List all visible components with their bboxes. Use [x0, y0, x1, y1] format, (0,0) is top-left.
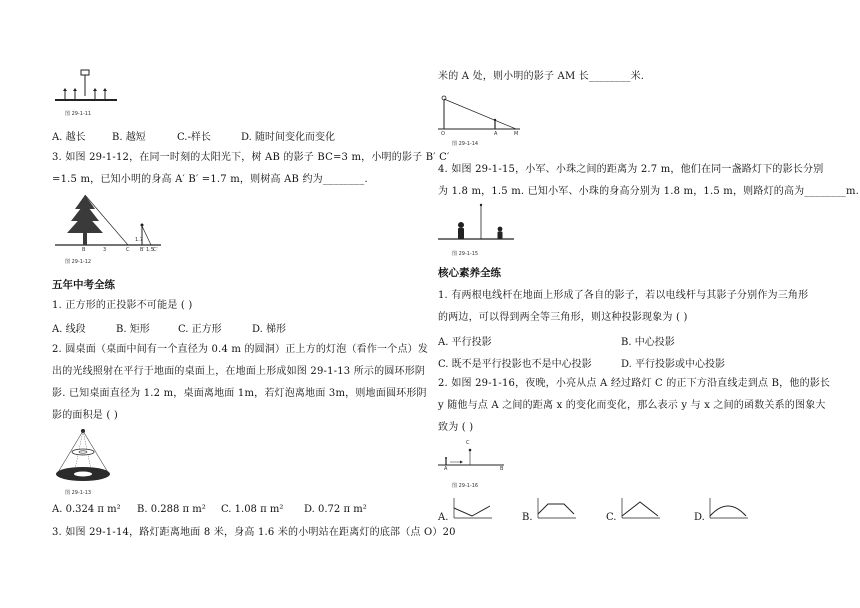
fig-12-label-b-prime: B′ — [140, 247, 145, 253]
figure-29-1-15 — [438, 203, 518, 245]
graph-option-b-label: B. — [522, 512, 533, 523]
fig-12-label-c-prime: C′ — [153, 247, 158, 253]
question-3-text-cont: =1.5 m，已知小明的身高 A′ B′ =1.7 m，则树高 AB 约为________. — [52, 174, 368, 185]
fig-12-label-1-5: 1.5 — [146, 247, 154, 253]
core-question-2-line-1: 2. 如图 29-1-16，夜晚，小亮从点 A 经过路灯 C 的正下方沿直线走到点 B，他的影长 — [438, 378, 831, 389]
fig-12-label-c: C — [126, 247, 130, 253]
fig-14-label-m: M — [514, 131, 519, 137]
figure-29-1-16 — [438, 443, 508, 473]
question-4-line-2: 为 1.8 m，1.5 m. 已知小军、小珠的身高分别为 1.8 m，1.5 m，则路灯的高为________m. — [438, 186, 860, 197]
figure-29-1-14-caption: 图 29-1-14 — [452, 141, 479, 147]
core-question-1-line-2: 的两边，可以得到两全等三角形，则这种投影现象为 ( ) — [438, 312, 688, 323]
figure-29-1-14 — [438, 93, 523, 139]
question-2-line-4: 影的面积是 ( ) — [52, 410, 118, 421]
question-1-text: 1. 正方形的正投影不可能是 ( ) — [52, 300, 193, 311]
fig-12-label-b: B — [82, 247, 86, 253]
q2-option-c: C. 1.08 π m² — [221, 504, 284, 515]
figure-29-1-16-caption: 图 29-1-16 — [452, 483, 479, 489]
question-2-line-3: 影. 已知桌面直径为 1.2 m，桌面离地面 1m，若灯泡离地面 3m，则地面圆环形阴 — [52, 388, 427, 399]
graph-option-d — [708, 496, 750, 522]
question-3-text: 3. 如图 29-1-12，在同一时刻的太阳光下，树 AB 的影子 BC=3 m，小明的影子 B′ C′ — [52, 152, 450, 163]
fig-12-label-1-7: 1.7 — [135, 237, 143, 243]
fig-16-label-a: A — [444, 466, 448, 472]
fig-16-label-b: B — [500, 466, 504, 472]
fig-14-label-a: A — [494, 131, 498, 137]
question-2-line-2: 出的光线照射在平行于地面的桌面上，在地面上形成如图 29-1-13 所示的圆环形阴 — [52, 366, 426, 377]
option-a: A. 越长 — [52, 132, 86, 143]
graph-option-c-label: C. — [606, 512, 617, 523]
question-3b-line-1: 3. 如图 29-1-14，路灯距离地面 8 米，身高 1.6 米的小明站在距离灯的底部（点 O）20 — [52, 527, 456, 538]
section-title-five-year: 五年中考全练 — [52, 279, 115, 291]
core-question-2-line-3: 致为 ( ) — [438, 422, 474, 433]
q1-option-a: A. 线段 — [52, 324, 86, 335]
figure-29-1-13 — [55, 428, 115, 488]
graph-option-a-label: A. — [438, 512, 449, 523]
figure-29-1-11-caption: 图 29-1-11 — [65, 111, 92, 117]
option-d: D. 随时间变化而变化 — [241, 132, 336, 143]
fig-16-label-c: C — [466, 440, 470, 446]
q1-option-b: B. 矩形 — [116, 324, 150, 335]
core-q1-option-b: B. 中心投影 — [621, 337, 675, 348]
core-q1-option-d: D. 平行投影或中心投影 — [621, 359, 726, 370]
question-2-line-1: 2. 圆桌面（桌面中间有一个直径为 0.4 m 的圆洞）正上方的灯泡（看作一个点）发 — [52, 344, 429, 355]
figure-29-1-12 — [55, 193, 165, 253]
core-q1-option-a: A. 平行投影 — [438, 337, 492, 348]
question-3b-line-2: 米的 A 处，则小明的影子 AM 长________米. — [438, 71, 645, 82]
graph-option-b — [536, 496, 578, 522]
figure-29-1-15-caption: 图 29-1-15 — [452, 251, 479, 257]
graph-option-c — [620, 496, 662, 522]
q2-option-d: D. 0.72 π m² — [304, 504, 367, 515]
option-b: B. 越短 — [112, 132, 146, 143]
option-c: C.-样长 — [177, 132, 211, 143]
graph-option-d-label: D. — [694, 512, 705, 523]
graph-option-a — [452, 496, 494, 522]
question-4-line-1: 4. 如图 29-1-15，小军、小珠之间的距离为 2.7 m，他们在同一盏路灯下的影长分别 — [438, 164, 824, 175]
fig-12-label-3: 3 — [103, 247, 107, 253]
figure-29-1-11 — [55, 68, 125, 106]
q2-option-a: A. 0.324 π m² — [52, 504, 121, 515]
q1-option-d: D. 梯形 — [252, 324, 287, 335]
section-title-core-literacy: 核心素养全练 — [438, 267, 501, 279]
fig-14-label-o: O — [441, 131, 445, 137]
figure-29-1-13-caption: 图 29-1-13 — [65, 490, 92, 496]
q2-option-b: B. 0.288 π m² — [137, 504, 206, 515]
core-question-1-line-1: 1. 有两根电线杆在地面上形成了各自的影子，若以电线杆与其影子分别作为三角形 — [438, 290, 809, 301]
core-q1-option-c: C. 既不是平行投影也不是中心投影 — [438, 359, 592, 370]
figure-29-1-12-caption: 图 29-1-12 — [65, 259, 92, 265]
core-question-2-line-2: y 随他与点 A 之间的距离 x 的变化而变化，那么表示 y 与 x 之间的函数关系的图象大 — [438, 400, 826, 411]
q1-option-c: C. 正方形 — [178, 324, 222, 335]
